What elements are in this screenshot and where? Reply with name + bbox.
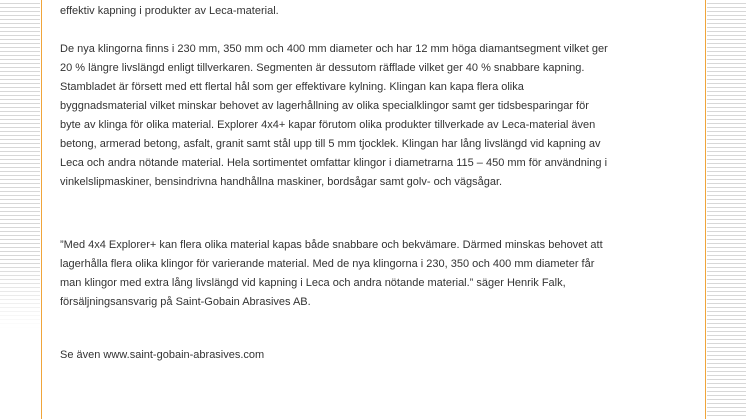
paragraph-line: vinkelslipmaskiner, bensindrivna handhållna maskiner, bordsågar samt golv- och vägsågar. <box>60 176 503 188</box>
paragraph-line: byggnadsmaterial vilket minskar behovet av lagerhållning av olika specialklingor samt ger tidsbesparingar för <box>60 100 589 112</box>
paragraph-line: De nya klingorna finns i 230 mm, 350 mm och 400 mm diameter och har 12 mm höga diamantsegment vilket ger <box>60 43 608 55</box>
paragraph-line: ”Med 4x4 Explorer+ kan flera olika material kapas både snabbare och bekvämare. Därmed minskas behovet att <box>60 239 603 251</box>
right-accent-rule <box>705 0 706 419</box>
left-accent-rule <box>41 0 42 419</box>
paragraph-line: försäljningsansvarig på Saint-Gobain Abrasives AB. <box>60 296 311 308</box>
left-decorative-stripes <box>0 0 40 419</box>
paragraph-line: man klingor med extra lång livslängd vid kapning i Leca och andra nötande material.” säger Henrik Falk, <box>60 277 566 289</box>
right-decorative-stripes <box>707 0 746 419</box>
see-also-text: Se även www.saint-gobain-abrasives.com <box>60 349 265 361</box>
paragraph-line: lagerhålla flera olika klingor för varierande material. Med de nya klingorna i 230, 350 och 400 mm diameter får <box>60 258 595 270</box>
left-stripes-fade <box>0 0 40 419</box>
paragraph-line: betong, armerad betong, asfalt, granit samt stål upp till 5 mm tjocklek. Klingan har lång livslängd vid kapning av <box>60 138 601 150</box>
paragraph-quote <box>60 236 690 312</box>
intro-tail-text: effektiv kapning i produkter av Leca-material. <box>60 5 279 17</box>
paragraph-line: Stambladet är försett med ett flertal hål som ger effektivare kylning. Klingan kan kapa flera olika <box>60 81 524 93</box>
paragraph-line: Leca och andra nötande material. Hela sortimentet omfattar klingor i diametrarna 115 – 450 mm för användning i <box>60 157 608 169</box>
paragraph-product-details <box>60 40 690 192</box>
paragraph-line: 20 % längre livslängd enligt tillverkaren. Segmenten är dessutom räfflade vilket ger 40 % snabbare kapning. <box>60 62 585 74</box>
paragraph-line: byte av klinga för olika material. Explorer 4x4+ kapar förutom olika produkter tillverkade av Leca-material även <box>60 119 596 131</box>
